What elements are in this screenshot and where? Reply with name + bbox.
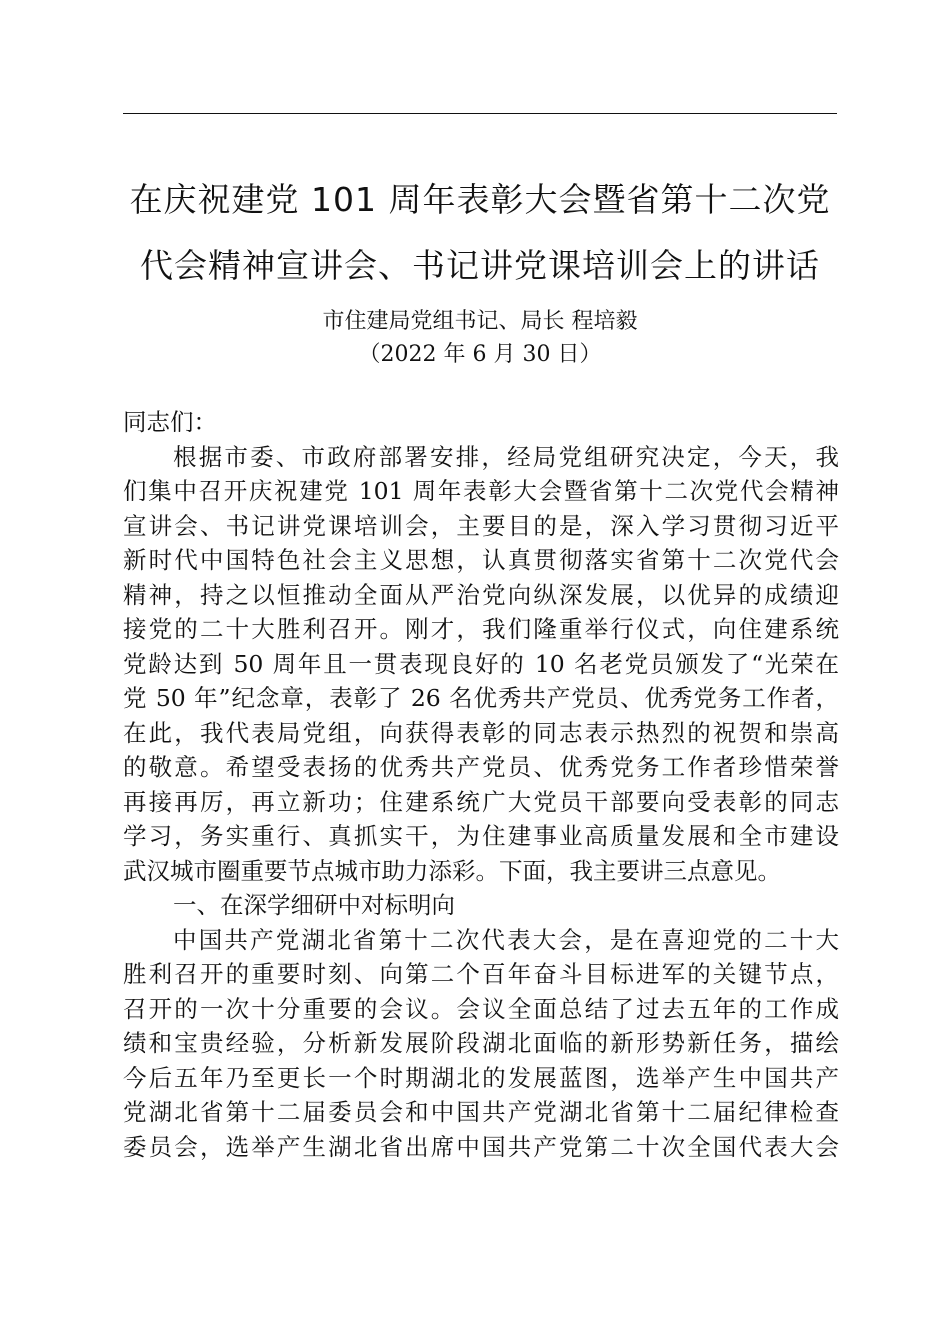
section-heading: 一、在深学细研中对标明向 bbox=[173, 891, 455, 919]
paragraph-line: 武汉城市圈重要节点城市助力添彩。下面，我主要讲三点意见。 bbox=[123, 856, 781, 885]
paragraph-line: 胜利召开的重要时刻、向第二个百年奋斗目标进军的关键节点， bbox=[123, 960, 839, 988]
paragraph-line: 委员会，选举产生湖北省出席中国共产党第二十次全国代表大会 bbox=[123, 1132, 839, 1161]
header-rule bbox=[123, 113, 837, 114]
paragraph-line: 党 50 年”纪念章，表彰了 26 名优秀共产党员、优秀党务工作者， bbox=[123, 684, 839, 712]
paragraph-line: 再接再厉，再立新功；住建系统广大党员干部要向受表彰的同志 bbox=[123, 787, 839, 816]
date-line: （2022 年 6 月 30 日） bbox=[358, 342, 602, 367]
salutation: 同志们： bbox=[123, 408, 217, 436]
paragraph-line: 在此，我代表局党组，向获得表彰的同志表示热烈的祝贺和崇高 bbox=[123, 718, 839, 747]
paragraph-line: 党湖北省第十二届委员会和中国共产党湖北省第十二届纪律检查 bbox=[123, 1098, 839, 1126]
body-text bbox=[123, 405, 839, 1164]
paragraph-line: 宣讲会、书记讲党课培训会，主要目的是，深入学习贯彻习近平 bbox=[123, 511, 839, 540]
paragraph-line: 今后五年乃至更长一个时期湖北的发展蓝图，选举产生中国共产 bbox=[123, 1063, 839, 1092]
author-line: 市住建局党组书记、局长 程培毅 bbox=[322, 309, 638, 334]
paragraph-line: 们集中召开庆祝建党 101 周年表彰大会暨省第十二次党代会精神 bbox=[123, 477, 839, 505]
paragraph-line: 中国共产党湖北省第十二次代表大会，是在喜迎党的二十大 bbox=[173, 925, 839, 954]
title-line-2: 代会精神宣讲会、书记讲党课培训会上的讲话 bbox=[140, 246, 820, 285]
paragraph-line: 党龄达到 50 周年且一贯表现良好的 10 名老党员颁发了“光荣在 bbox=[123, 649, 839, 678]
paragraph-line: 根据市委、市政府部署安排，经局党组研究决定，今天，我 bbox=[173, 442, 839, 471]
paragraph-line: 精神，持之以恒推动全面从严治党向纵深发展，以优异的成绩迎 bbox=[123, 580, 839, 609]
paragraph-line: 召开的一次十分重要的会议。会议全面总结了过去五年的工作成 bbox=[123, 994, 839, 1023]
paragraph-line: 学习，务实重行、真抓实干，为住建事业高质量发展和全市建设 bbox=[123, 822, 839, 850]
paragraph-line: 新时代中国特色社会主义思想，认真贯彻落实省第十二次党代会 bbox=[123, 546, 839, 574]
title-line-1: 在庆祝建党 101 周年表彰大会暨省第十二次党 bbox=[129, 180, 831, 219]
paragraph-line: 的敬意。希望受表扬的优秀共产党员、优秀党务工作者珍惜荣誉 bbox=[123, 753, 839, 781]
paragraph-line: 接党的二十大胜利召开。刚才，我们隆重举行仪式，向住建系统 bbox=[123, 615, 839, 643]
paragraph-line: 绩和宝贵经验，分析新发展阶段湖北面临的新形势新任务，描绘 bbox=[123, 1029, 839, 1057]
